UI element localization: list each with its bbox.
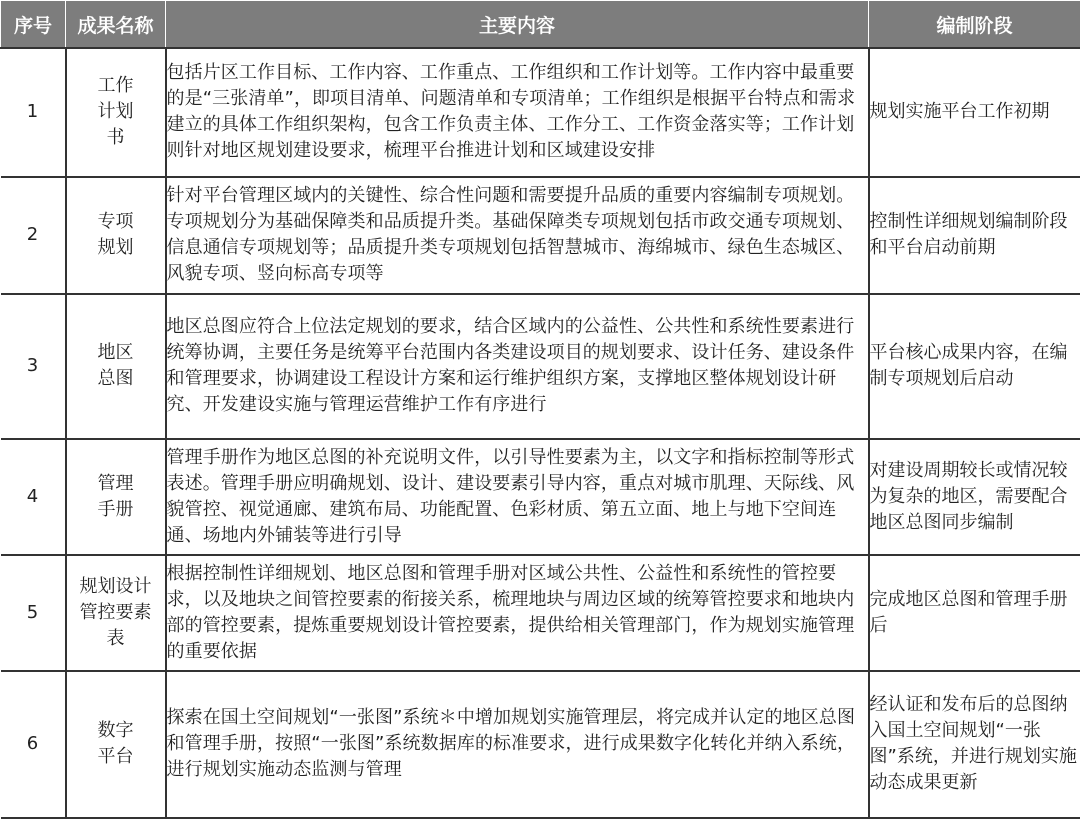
result-name	[66, 555, 166, 671]
main-content: 根据控制性详细规划、地区总图和管理手册对区域公共性、公益性和系统性的管控要求，以及地块之间管控要素的衔接关系，梳理地块与周边区域的统筹管控要求和地块内部的管控要素，提炼重要规划设计管控要素，提供给相关管理部门，作为规划实施管理的重要依据	[166, 555, 869, 671]
result-name-text: 规划设计管控要素表	[79, 575, 152, 649]
row-number: 5	[1, 555, 66, 671]
table-row	[1, 555, 1080, 671]
header-row	[1, 1, 1080, 49]
table-row	[1, 439, 1080, 555]
row-number: 6	[1, 671, 66, 818]
result-name-text: 地区总图	[97, 342, 134, 390]
result-name	[66, 294, 166, 439]
result-name-text: 专项规划	[97, 211, 134, 259]
header-content: 主要内容	[166, 1, 869, 49]
compile-stage: 经认证和发布后的总图纳入国土空间规划“一张图”系统，并进行规划实施动态成果更新	[869, 671, 1080, 818]
main-content: 管理手册作为地区总图的补充说明文件，以引导性要素为主，以文字和指标控制等形式表述。管理手册应明确规划、设计、建设要素引导内容，重点对城市肌理、天际线、风貌管控、视觉通廊、建筑布局、功能配置、色彩材质、第五立面、地上与地下空间连通、场地内外铺装等进行引导	[166, 439, 869, 555]
row-number: 2	[1, 177, 66, 294]
result-name	[66, 177, 166, 294]
main-content: 探索在国土空间规划“一张图”系统＊中增加规划实施管理层，将完成并认定的地区总图和管理手册，按照“一张图”系统数据库的标准要求，进行成果数字化转化并纳入系统，进行规划实施动态监测与管理	[166, 671, 869, 818]
result-name-text: 管理手册	[97, 472, 134, 520]
result-name	[66, 439, 166, 555]
table-row	[1, 177, 1080, 294]
compile-stage: 完成地区总图和管理手册后	[869, 555, 1080, 671]
table-row	[1, 671, 1080, 818]
table-row	[1, 294, 1080, 439]
result-name	[66, 671, 166, 818]
compile-stage: 规划实施平台工作初期	[869, 48, 1080, 177]
table-header	[1, 1, 1080, 49]
compile-stage: 平台核心成果内容，在编制专项规划后启动	[869, 294, 1080, 439]
row-number: 4	[1, 439, 66, 555]
result-name-text: 数字平台	[97, 720, 134, 768]
header-no: 序号	[1, 1, 66, 49]
main-content: 包括片区工作目标、工作内容、工作重点、工作组织和工作计划等。工作内容中最重要的是“三张清单”，即项目清单、问题清单和专项清单；工作组织是根据平台特点和需求建立的具体工作组织架构，包含工作负责主体、工作分工、工作资金落实等；工作计划则针对地区规划建设要求，梳理平台推进计划和区域建设安排	[166, 48, 869, 177]
result-name-text: 工作计划书	[97, 75, 134, 149]
row-number: 3	[1, 294, 66, 439]
main-content: 地区总图应符合上位法定规划的要求，结合区域内的公益性、公共性和系统性要素进行统筹协调，主要任务是统筹平台范围内各类建设项目的规划要求、设计任务、建设条件和管理要求，协调建设工程设计方案和运行维护组织方案，支撑地区整体规划设计研究、开发建设实施与管理运营维护工作有序进行	[166, 294, 869, 439]
compile-stage: 对建设周期较长或情况较为复杂的地区，需要配合地区总图同步编制	[869, 439, 1080, 555]
table-row	[1, 48, 1080, 177]
table-body	[1, 48, 1080, 818]
row-number: 1	[1, 48, 66, 177]
main-content: 针对平台管理区域内的关键性、综合性问题和需要提升品质的重要内容编制专项规划。专项规划分为基础保障类和品质提升类。基础保障类专项规划包括市政交通专项规划、信息通信专项规划等；品质提升类专项规划包括智慧城市、海绵城市、绿色生态城区、风貌专项、竖向标高专项等	[166, 177, 869, 294]
result-name	[66, 48, 166, 177]
compile-stage: 控制性详细规划编制阶段和平台启动前期	[869, 177, 1080, 294]
header-name: 成果名称	[66, 1, 166, 49]
header-stage: 编制阶段	[869, 1, 1080, 49]
